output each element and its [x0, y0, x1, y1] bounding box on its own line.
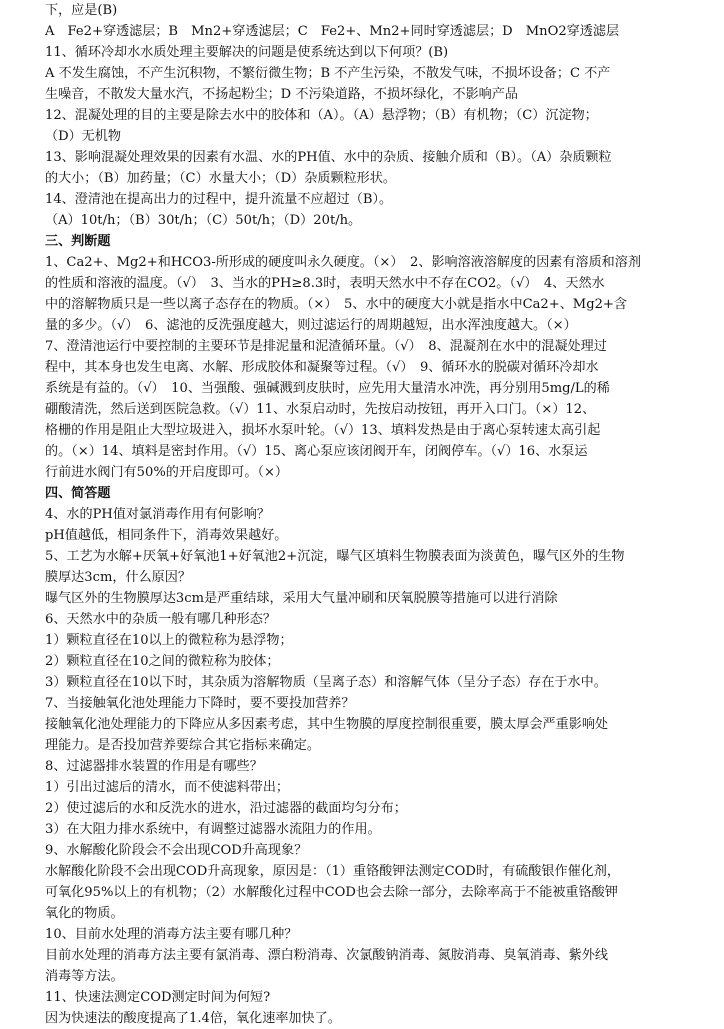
text-line: 理能力。是否投加营养要综合其它指标来确定。: [45, 738, 320, 753]
text-line: 目前水处理的消毒方法主要有氯消毒、漂白粉消毒、次氯酸钠消毒、氮胺消毒、臭氧消毒、紫外线: [45, 948, 609, 963]
text-line: 9、水解酸化阶段会不会出现COD升高现象？: [45, 843, 308, 858]
text-line: 11、快速法测定COD测定时间为何短?: [45, 990, 271, 1005]
text-line: 11、循环冷却水水质处理主要解决的问题是使系统达到以下何项？(B): [45, 45, 449, 60]
text-line: 4、水的PH值对氯消毒作用有何影响？: [45, 507, 270, 522]
text-line: 3）在大阻力排水系统中，有调整过滤器水流阻力的作用。: [45, 822, 381, 837]
text-line: 曝气区外的生物膜厚达3cm是严重结球，采用大气量冲刷和厌氧脱膜等措施可以进行消除: [45, 591, 558, 606]
text-line: 接触氧化池处理能力的下降应从多因素考虑，其中生物膜的厚度控制很重要，膜太厚会严重影响处: [45, 717, 609, 732]
text-line: 生噪音，不散发大量水汽，不扬起粉尘；D 不污染道路，不损坏绿化，不影响产品: [45, 87, 518, 102]
text-line: 13、影响混凝处理效果的因素有水温、水的PH值、水中的杂质、接触介质和（B）。（A）杂质颗粒: [45, 150, 612, 165]
section-heading-short-answer: 四、简答题: [45, 486, 111, 501]
text-line: （D）无机物: [45, 129, 121, 144]
section-heading-true-false: 三、判断题: [45, 234, 111, 249]
text-line: 行前进水阀门有50%的开启度即可。（×）: [45, 465, 289, 480]
text-line: 12、混凝处理的目的主要是除去水中的胶体和（A）。（A）悬浮物；（B）有机物；（C）沉淀物；: [45, 108, 598, 123]
text-line: pH值越低，相同条件下，消毒效果越好。: [45, 528, 288, 543]
text-line: 1）颗粒直径在10以上的微粒称为悬浮物；: [45, 633, 293, 648]
text-line: 的性质和溶液的温度。（√） 3、当水的PH≥8.3时，表明天然水中不存在CO2。（√） 4、天然水: [45, 276, 605, 291]
text-line: 下，应是(B): [45, 3, 118, 18]
text-line: 6、天然水中的杂质一般有哪几种形态？: [45, 612, 276, 627]
text-line: 消毒等方法。: [45, 969, 124, 984]
text-line: 3）颗粒直径在10以下时，其杂质为溶解物质（呈离子态）和溶解气体（呈分子态）存在于水中。: [45, 675, 607, 690]
text-line: 因为快速法的酸度提高了1.4倍，氧化速率加快了。: [45, 1011, 341, 1026]
text-line: 14、澄清池在提高出力的过程中，提升流量不应超过（B）。: [45, 192, 393, 207]
text-line: 7、澄清池运行中要控制的主要环节是排泥量和泥渣循环量。（√） 8、混凝剂在水中的混凝处理过: [45, 339, 607, 354]
text-line: 硼酸清洗，然后送到医院急救。（√）11、水泵启动时，先按启动按钮，再开入口门。（×）12、: [45, 402, 596, 417]
text-line: 2）颗粒直径在10之间的微粒称为胶体；: [45, 654, 280, 669]
text-line: 的。（×）14、填料是密封作用。（√）15、离心泵应该闭阀开车，闭阀停车。（√）16、水泵运: [45, 444, 588, 459]
text-line: A Fe2+穿透滤层；B Mn2+穿透滤层；C Fe2+、Mn2+同时穿透滤层；D MnO2穿透滤层: [45, 24, 620, 39]
text-line: 系统是有益的。（√） 10、当强酸、强碱溅到皮肤时，应先用大量清水冲洗，再分别用5mg/L的稀: [45, 381, 610, 396]
text-line: 程中，其本身也发生电离、水解、形成胶体和凝聚等过程。（√） 9、循环水的脱碳对循环冷却水: [45, 360, 599, 375]
text-line: 的大小；（B）加药量；（C）水量大小；（D）杂质颗粒形状。: [45, 171, 396, 186]
text-line: 水解酸化阶段不会出现COD升高现象，原因是：（1）重铬酸钾法测定COD时，有硫酸银作催化剂，: [45, 864, 620, 879]
text-line: 1）引出过滤后的清水，而不使滤料带出；: [45, 780, 290, 795]
text-line: 可氧化95%以上的有机物；（2）水解酸化过程中COD也会去除一部分，去除率高于不能被重铬酸钾: [45, 885, 618, 900]
text-line: 格栅的作用是阻止大型垃圾进入，损坏水泵叶轮。（√）13、填料发热是由于离心泵转速太高引起: [45, 423, 601, 438]
text-line: 5、工艺为水解+厌氧+好氧池1+好氧池2+沉淀，曝气区填料生物膜表面为淡黄色，曝气区外的生物: [45, 549, 625, 564]
text-line: 膜厚达3cm，什么原因？: [45, 570, 191, 585]
text-line: 10、目前水处理的消毒方法主要有哪几种？: [45, 927, 298, 942]
text-line: 中的溶解物质只是一些以离子态存在的物质。（×） 5、水中的硬度大小就是指水中Ca2+、Mg2+含: [45, 297, 627, 312]
text-line: （A）10t/h；（B）30t/h；（C）50t/h；（D）20t/h。: [45, 213, 362, 228]
text-line: A 不发生腐蚀，不产生沉积物，不繁衍微生物；B 不产生污染，不散发气味，不损坏设备；C 不产: [45, 66, 611, 81]
text-line: 量的多少。（√） 6、滤池的反洗强度越大，则过滤运行的周期越短，出水浑浊度越大。（×）: [45, 318, 577, 333]
text-line: 氧化的物质。: [45, 906, 124, 921]
text-line: 2）使过滤后的水和反洗水的进水，沿过滤器的截面均匀分布；: [45, 801, 407, 816]
text-line: 7、当接触氧化池处理能力下降时，要不要投加营养？: [45, 696, 355, 711]
text-line: 1、Ca2+、Mg2+和HCO3-所形成的硬度叫永久硬度。（×） 2、影响溶液溶解度的因素有溶质和溶剂: [45, 255, 641, 270]
text-line: 8、过滤器排水装置的作用是有哪些？: [45, 759, 263, 774]
